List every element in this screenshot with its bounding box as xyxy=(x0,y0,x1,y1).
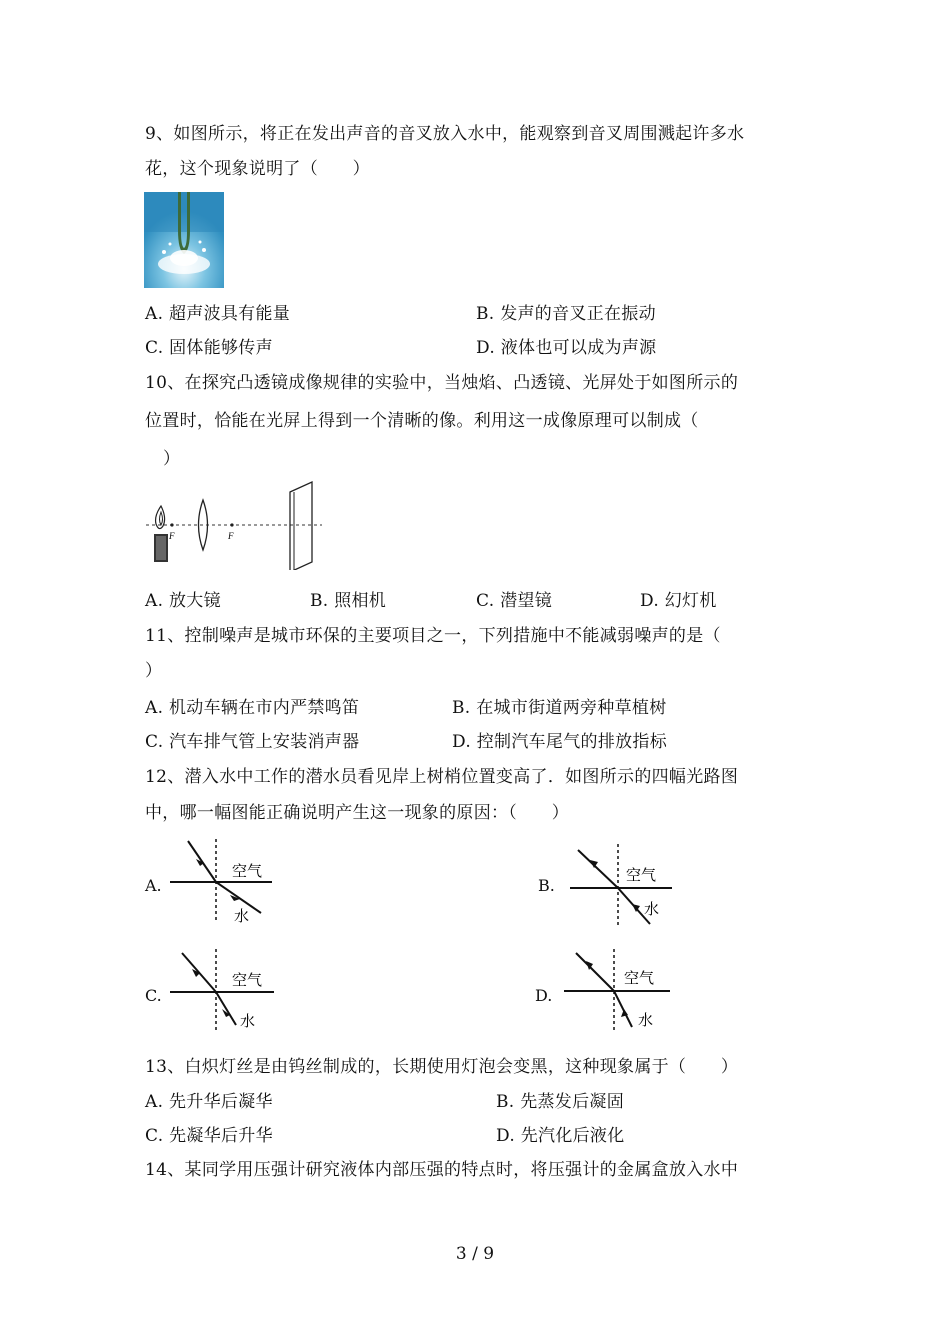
q9-text-line2: 花，这个现象说明了（ ） xyxy=(145,159,370,179)
q12-diagram-b-label: B. xyxy=(538,876,555,895)
q13-option-a: A. 先升华后凝华 xyxy=(145,1092,273,1112)
q9-text-line1: 9、如图所示，将正在发出声音的音叉放入水中，能观察到音叉周围溅起许多水 xyxy=(145,124,745,144)
focus-label-1: F xyxy=(169,531,175,541)
q9-option-d: D. 液体也可以成为声源 xyxy=(476,338,657,358)
q10-option-d: D. 幻灯机 xyxy=(640,591,717,611)
air-label: 空气 xyxy=(232,862,263,880)
q9-option-b: B. 发声的音叉正在振动 xyxy=(476,304,656,324)
q12-text-line1: 12、潜入水中工作的潜水员看见岸上树梢位置变高了．如图所示的四幅光路图 xyxy=(145,767,739,787)
q14-text-line1: 14、某同学用压强计研究液体内部压强的特点时，将压强计的金属盒放入水中 xyxy=(145,1160,739,1180)
air-label: 空气 xyxy=(232,971,263,989)
q13-option-d: D. 先汽化后液化 xyxy=(496,1126,625,1146)
q13-option-c: C. 先凝华后升华 xyxy=(145,1126,273,1146)
q12-diagram-c-label: C. xyxy=(145,986,162,1005)
q10-option-b: B. 照相机 xyxy=(310,591,387,611)
q12-diagram-a xyxy=(168,835,278,925)
q12-text-line2: 中，哪一幅图能正确说明产生这一现象的原因：（ ） xyxy=(145,803,569,823)
q10-text-line1: 10、在探究凸透镜成像规律的实验中，当烛焰、凸透镜、光屏处于如图所示的 xyxy=(145,373,739,393)
water-label: 水 xyxy=(240,1012,256,1030)
focus-label-2: F xyxy=(228,531,234,541)
water-label: 水 xyxy=(644,900,660,918)
q12-diagram-a-label: A. xyxy=(145,876,162,895)
q11-text-line1: 11、控制噪声是城市环保的主要项目之一，下列措施中不能减弱噪声的是（ xyxy=(145,626,721,646)
q10-text-line2: 位置时，恰能在光屏上得到一个清晰的像。利用这一成像原理可以制成（ xyxy=(145,411,699,431)
q11-option-b: B. 在城市街道两旁种草植树 xyxy=(452,698,667,718)
q9-option-c: C. 固体能够传声 xyxy=(145,338,273,358)
q10-option-a: A. 放大镜 xyxy=(145,591,221,611)
q13-option-b: B. 先蒸发后凝固 xyxy=(496,1092,624,1112)
q12-diagram-d xyxy=(562,945,674,1035)
water-label: 水 xyxy=(638,1011,654,1029)
air-label: 空气 xyxy=(624,969,655,987)
water-label: 水 xyxy=(234,907,250,925)
q10-option-c: C. 潜望镜 xyxy=(476,591,553,611)
q9-option-a: A. 超声波具有能量 xyxy=(145,304,291,324)
q11-text-line2: ） xyxy=(145,661,163,681)
q12-diagram-c xyxy=(168,945,278,1035)
air-label: 空气 xyxy=(626,866,657,884)
tuning-fork-in-water-photo xyxy=(144,192,224,288)
q11-option-c: C. 汽车排气管上安装消声器 xyxy=(145,732,360,752)
q11-option-d: D. 控制汽车尾气的排放指标 xyxy=(452,732,668,752)
q13-text-line1: 13、白炽灯丝是由钨丝制成的，长期使用灯泡会变黑，这种现象属于（ ） xyxy=(145,1057,739,1077)
q12-diagram-d-label: D. xyxy=(535,986,553,1005)
page-number: 3 / 9 xyxy=(455,1244,495,1264)
convex-lens-setup-diagram xyxy=(144,478,324,570)
q11-option-a: A. 机动车辆在市内严禁鸣笛 xyxy=(145,698,360,718)
q10-text-line3: ） xyxy=(163,449,181,469)
q12-diagram-b xyxy=(562,840,674,930)
